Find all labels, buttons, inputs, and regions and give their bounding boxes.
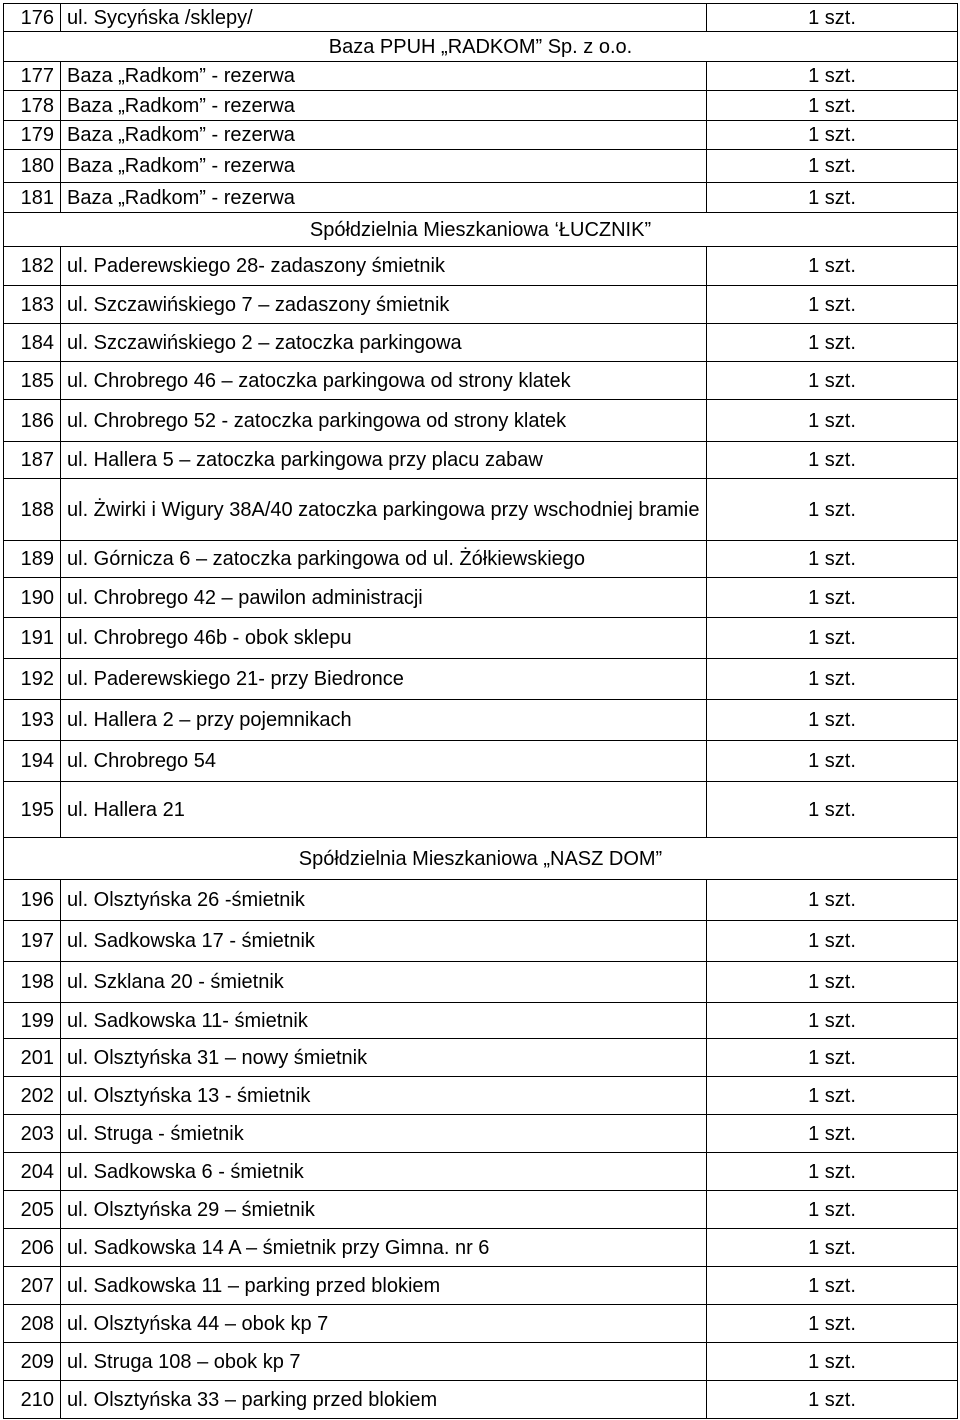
item-quantity: 1 szt. (707, 183, 958, 213)
item-number: 195 (4, 782, 61, 838)
item-number: 206 (4, 1229, 61, 1267)
item-number: 179 (4, 121, 61, 150)
table-row (4, 442, 958, 479)
item-number: 182 (4, 247, 61, 286)
table-row (4, 659, 958, 700)
item-quantity: 1 szt. (707, 1229, 958, 1267)
section-header: Spółdzielnia Mieszkaniowa „NASZ DOM” (4, 838, 958, 880)
item-number: 201 (4, 1039, 61, 1077)
item-quantity: 1 szt. (707, 1267, 958, 1305)
item-quantity: 1 szt. (707, 62, 958, 91)
item-location: ul. Hallera 5 – zatoczka parkingowa przy placu zabaw (61, 442, 707, 479)
item-number: 209 (4, 1343, 61, 1381)
table-row (4, 4, 958, 32)
item-location: ul. Olsztyńska 29 – śmietnik (61, 1191, 707, 1229)
item-quantity: 1 szt. (707, 541, 958, 578)
item-number: 189 (4, 541, 61, 578)
item-quantity: 1 szt. (707, 1153, 958, 1191)
item-quantity: 1 szt. (707, 479, 958, 541)
inventory-table-body (4, 4, 958, 1419)
item-quantity: 1 szt. (707, 1003, 958, 1039)
item-quantity: 1 szt. (707, 741, 958, 782)
item-quantity: 1 szt. (707, 962, 958, 1003)
item-quantity: 1 szt. (707, 921, 958, 962)
table-row (4, 183, 958, 213)
item-location: ul. Chrobrego 46 – zatoczka parkingowa od strony klatek (61, 362, 707, 400)
table-row (4, 1003, 958, 1039)
item-number: 207 (4, 1267, 61, 1305)
table-row (4, 150, 958, 183)
item-location: ul. Sadkowska 14 A – śmietnik przy Gimna. nr 6 (61, 1229, 707, 1267)
table-row (4, 1077, 958, 1115)
item-location: ul. Szklana 20 - śmietnik (61, 962, 707, 1003)
item-location: ul. Górnicza 6 – zatoczka parkingowa od ul. Żółkiewskiego (61, 541, 707, 578)
section-header: Baza PPUH „RADKOM” Sp. z o.o. (4, 32, 958, 62)
item-location: ul. Sadkowska 11- śmietnik (61, 1003, 707, 1039)
table-row (4, 1039, 958, 1077)
item-location: ul. Sadkowska 11 – parking przed blokiem (61, 1267, 707, 1305)
item-quantity: 1 szt. (707, 1343, 958, 1381)
item-number: 202 (4, 1077, 61, 1115)
item-quantity: 1 szt. (707, 362, 958, 400)
item-number: 192 (4, 659, 61, 700)
item-number: 210 (4, 1381, 61, 1419)
table-row (4, 1153, 958, 1191)
table-row (4, 400, 958, 442)
item-number: 205 (4, 1191, 61, 1229)
item-quantity: 1 szt. (707, 4, 958, 32)
item-location: ul. Olsztyńska 44 – obok kp 7 (61, 1305, 707, 1343)
item-location: ul. Szczawińskiego 7 – zadaszony śmietnik (61, 286, 707, 324)
item-location: ul. Hallera 21 (61, 782, 707, 838)
item-quantity: 1 szt. (707, 1381, 958, 1419)
item-quantity: 1 szt. (707, 700, 958, 741)
item-number: 186 (4, 400, 61, 442)
item-number: 191 (4, 618, 61, 659)
table-row (4, 921, 958, 962)
item-location: ul. Chrobrego 42 – pawilon administracji (61, 578, 707, 618)
table-row (4, 880, 958, 921)
item-number: 177 (4, 62, 61, 91)
item-location: Baza „Radkom” - rezerwa (61, 91, 707, 121)
item-quantity: 1 szt. (707, 1115, 958, 1153)
table-row (4, 578, 958, 618)
table-row (4, 362, 958, 400)
table-row (4, 741, 958, 782)
table-row (4, 618, 958, 659)
item-number: 188 (4, 479, 61, 541)
item-location: ul. Struga 108 – obok kp 7 (61, 1343, 707, 1381)
table-row (4, 962, 958, 1003)
item-location: ul. Chrobrego 54 (61, 741, 707, 782)
section-header-row (4, 838, 958, 880)
item-location: ul. Olsztyńska 13 - śmietnik (61, 1077, 707, 1115)
table-row (4, 1381, 958, 1419)
item-number: 203 (4, 1115, 61, 1153)
table-row (4, 324, 958, 362)
item-quantity: 1 szt. (707, 247, 958, 286)
section-header: Spółdzielnia Mieszkaniowa ‘ŁUCZNIK” (4, 213, 958, 247)
item-quantity: 1 szt. (707, 578, 958, 618)
table-row (4, 782, 958, 838)
item-location: ul. Chrobrego 46b - obok sklepu (61, 618, 707, 659)
item-location: ul. Sadkowska 6 - śmietnik (61, 1153, 707, 1191)
item-quantity: 1 szt. (707, 659, 958, 700)
item-quantity: 1 szt. (707, 782, 958, 838)
item-number: 199 (4, 1003, 61, 1039)
table-row (4, 1343, 958, 1381)
item-number: 184 (4, 324, 61, 362)
item-number: 197 (4, 921, 61, 962)
table-row (4, 286, 958, 324)
item-quantity: 1 szt. (707, 1077, 958, 1115)
table-row (4, 479, 958, 541)
item-location: ul. Olsztyńska 33 – parking przed blokiem (61, 1381, 707, 1419)
table-row (4, 1229, 958, 1267)
item-number: 204 (4, 1153, 61, 1191)
item-location: ul. Olsztyńska 31 – nowy śmietnik (61, 1039, 707, 1077)
table-row (4, 1305, 958, 1343)
item-quantity: 1 szt. (707, 1039, 958, 1077)
item-location: Baza „Radkom” - rezerwa (61, 183, 707, 213)
item-number: 187 (4, 442, 61, 479)
item-number: 196 (4, 880, 61, 921)
item-quantity: 1 szt. (707, 618, 958, 659)
item-location: ul. Olsztyńska 26 -śmietnik (61, 880, 707, 921)
table-row (4, 1191, 958, 1229)
item-quantity: 1 szt. (707, 1305, 958, 1343)
item-number: 178 (4, 91, 61, 121)
inventory-table (3, 3, 958, 1419)
item-quantity: 1 szt. (707, 121, 958, 150)
item-location: Baza „Radkom” - rezerwa (61, 62, 707, 91)
item-location: Baza „Radkom” - rezerwa (61, 150, 707, 183)
item-quantity: 1 szt. (707, 91, 958, 121)
item-number: 190 (4, 578, 61, 618)
item-location: ul. Sycyńska /sklepy/ (61, 4, 707, 32)
item-number: 198 (4, 962, 61, 1003)
item-location: ul. Szczawińskiego 2 – zatoczka parkingowa (61, 324, 707, 362)
item-location: ul. Żwirki i Wigury 38A/40 zatoczka parkingowa przy wschodniej bramie (61, 479, 707, 541)
table-row (4, 541, 958, 578)
item-quantity: 1 szt. (707, 150, 958, 183)
item-location: ul. Chrobrego 52 - zatoczka parkingowa od strony klatek (61, 400, 707, 442)
item-quantity: 1 szt. (707, 880, 958, 921)
item-quantity: 1 szt. (707, 442, 958, 479)
item-number: 193 (4, 700, 61, 741)
table-row (4, 247, 958, 286)
table-row (4, 91, 958, 121)
item-location: ul. Struga - śmietnik (61, 1115, 707, 1153)
item-number: 185 (4, 362, 61, 400)
item-location: ul. Sadkowska 17 - śmietnik (61, 921, 707, 962)
table-row (4, 700, 958, 741)
item-quantity: 1 szt. (707, 1191, 958, 1229)
item-quantity: 1 szt. (707, 286, 958, 324)
item-number: 183 (4, 286, 61, 324)
item-location: ul. Hallera 2 – przy pojemnikach (61, 700, 707, 741)
table-row (4, 62, 958, 91)
section-header-row (4, 32, 958, 62)
item-location: ul. Paderewskiego 28- zadaszony śmietnik (61, 247, 707, 286)
item-quantity: 1 szt. (707, 400, 958, 442)
item-number: 176 (4, 4, 61, 32)
item-number: 181 (4, 183, 61, 213)
table-row (4, 1115, 958, 1153)
item-number: 208 (4, 1305, 61, 1343)
item-number: 180 (4, 150, 61, 183)
item-location: Baza „Radkom” - rezerwa (61, 121, 707, 150)
table-row (4, 121, 958, 150)
table-row (4, 1267, 958, 1305)
item-quantity: 1 szt. (707, 324, 958, 362)
item-location: ul. Paderewskiego 21- przy Biedronce (61, 659, 707, 700)
section-header-row (4, 213, 958, 247)
item-number: 194 (4, 741, 61, 782)
